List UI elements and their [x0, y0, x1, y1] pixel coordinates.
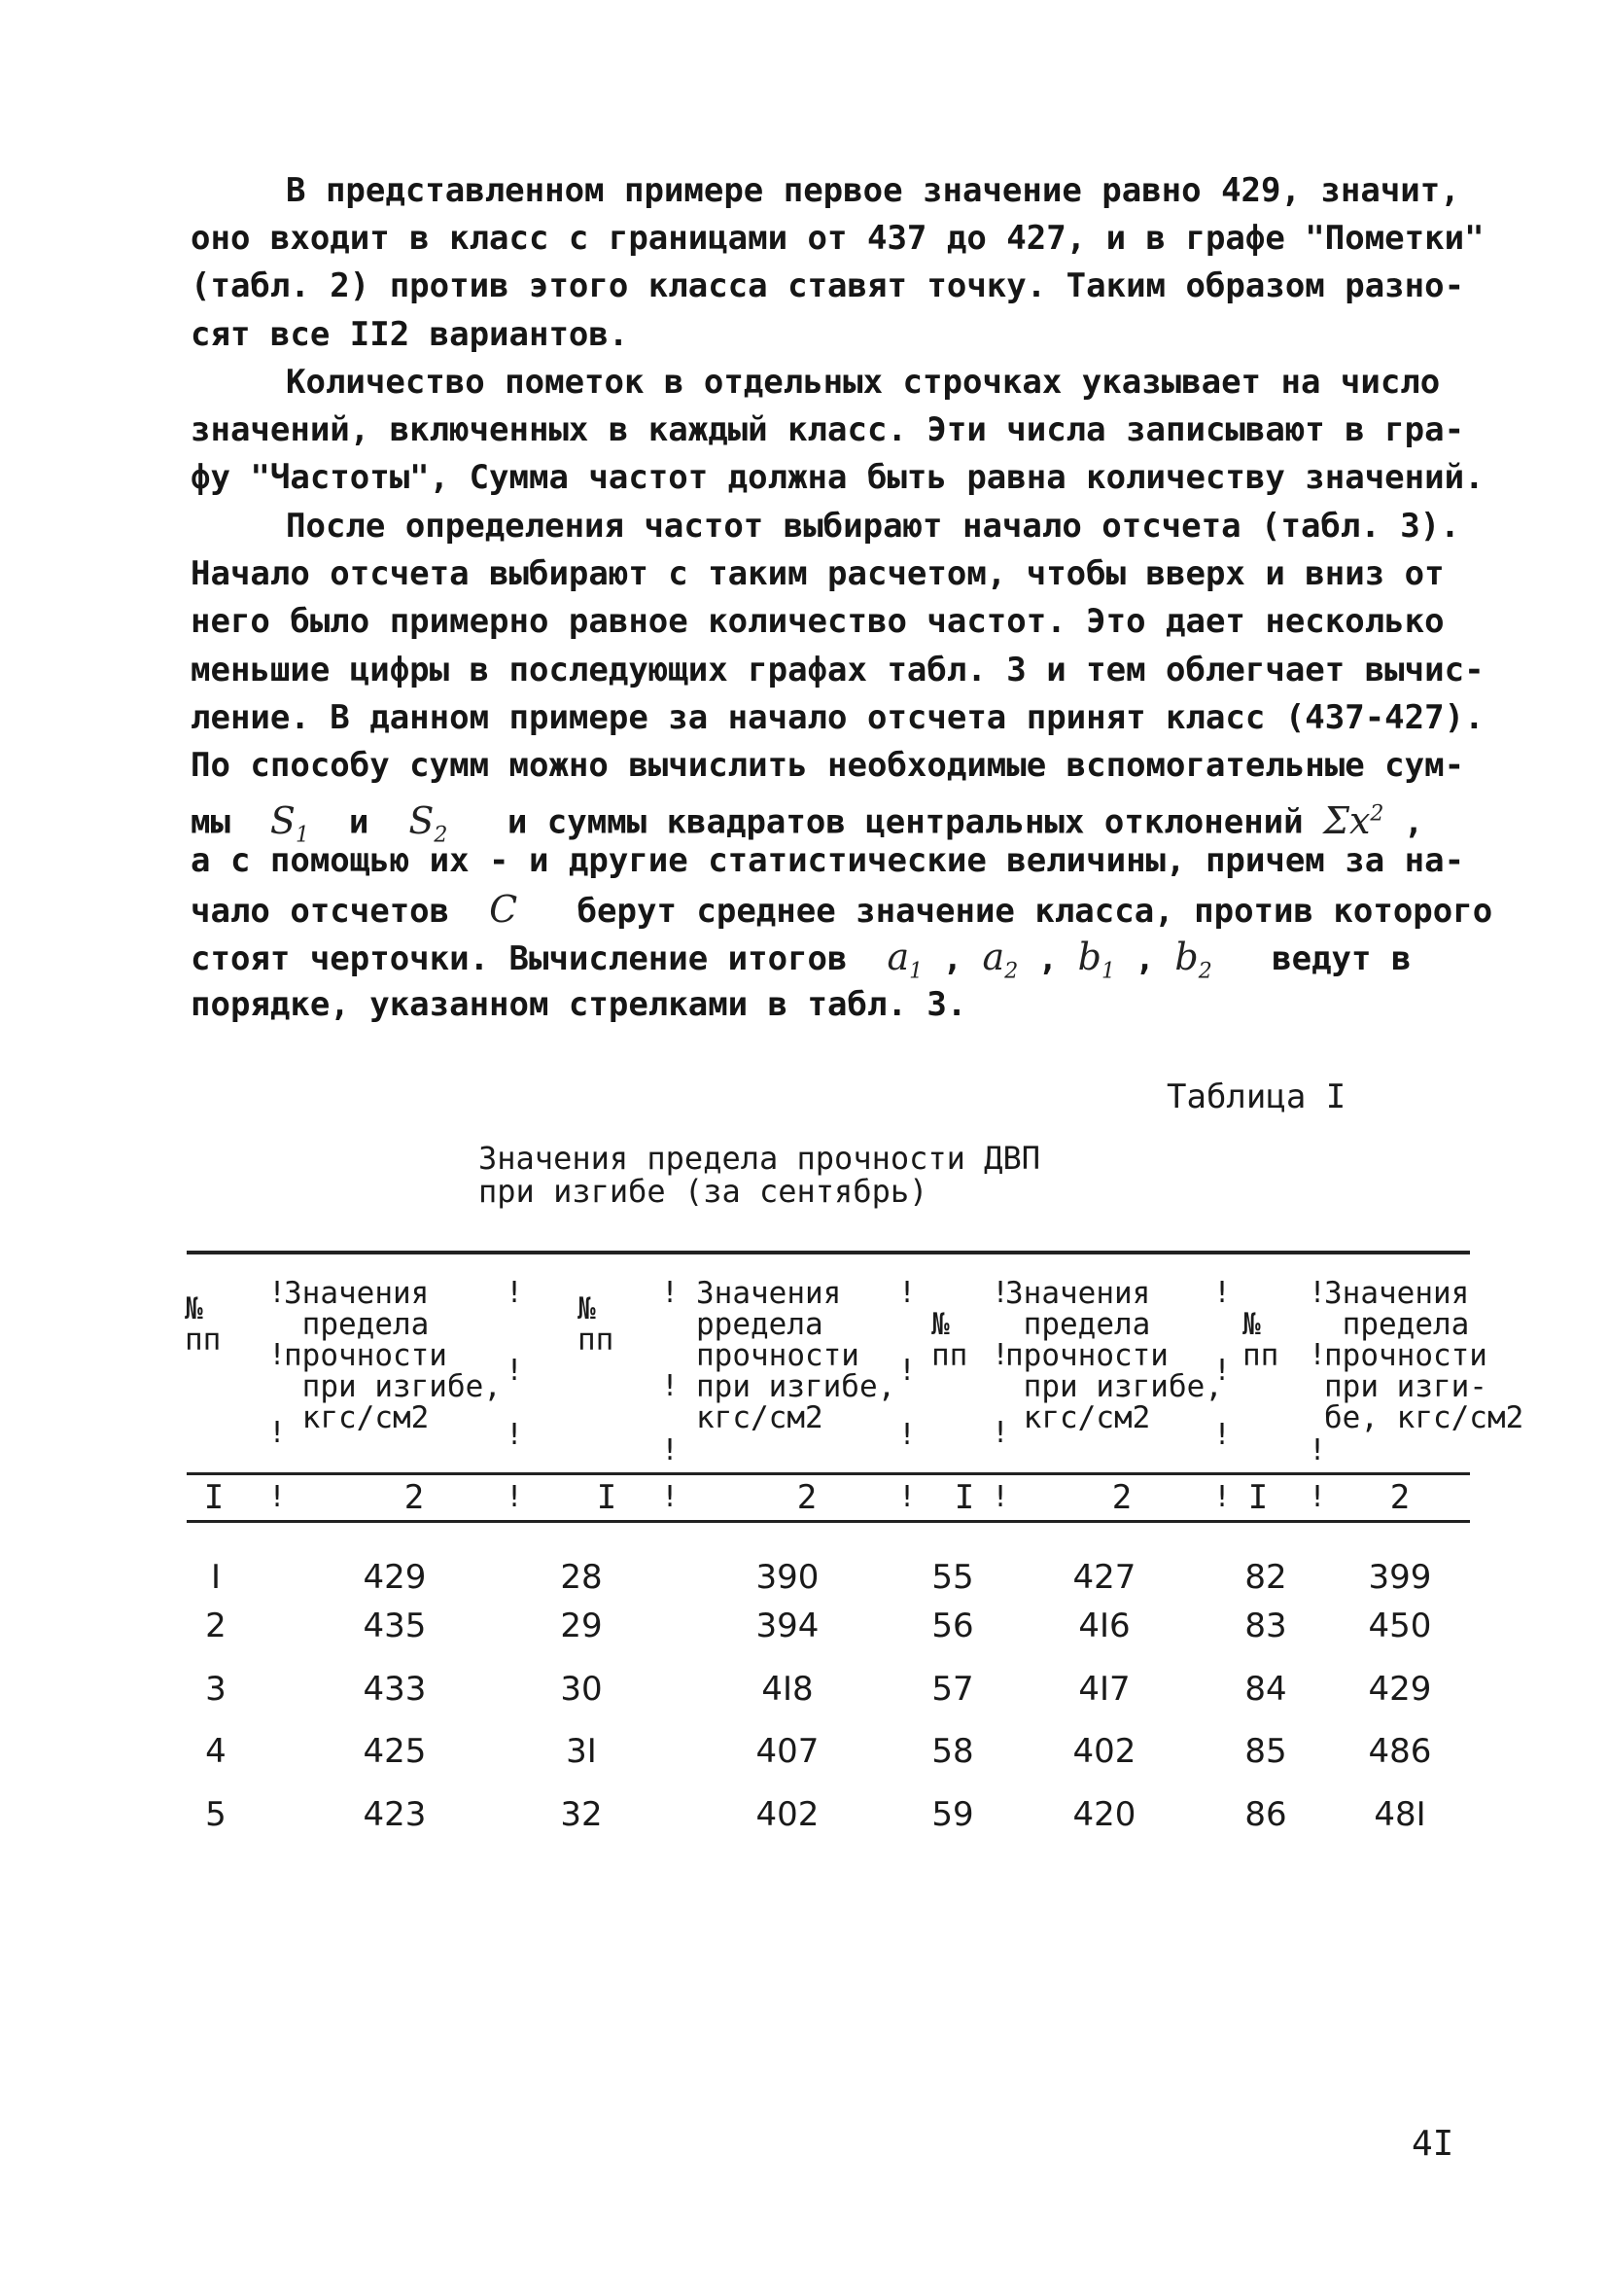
- row-number-cell: 82: [1244, 1558, 1287, 1597]
- text-fragment: чало отсчетов: [191, 891, 450, 931]
- text-line: После определения частот выбирают начало отсчета (табл. 3).: [286, 507, 1460, 546]
- column-number: I: [596, 1478, 617, 1517]
- row-number-cell: 4: [205, 1732, 227, 1771]
- text-fragment: и суммы квадратов центральных отклонений: [507, 802, 1304, 842]
- column-separator-mark: !: [898, 1418, 917, 1452]
- column-separator-mark: !: [661, 1480, 680, 1514]
- formula-s1: [269, 798, 309, 848]
- strength-value-cell: 425: [363, 1732, 427, 1771]
- text-fragment: мы: [191, 802, 230, 842]
- row-number-cell: 58: [931, 1732, 974, 1771]
- column-separator-mark: !: [268, 1416, 287, 1450]
- strength-value-cell: 4I7: [1078, 1670, 1131, 1709]
- subscript: 1: [295, 823, 309, 848]
- strength-value-cell: 407: [755, 1732, 820, 1771]
- text-line: него было примерно равное количество частот. Это дает несколько: [191, 602, 1445, 642]
- column-separator-mark: !: [1213, 1418, 1232, 1452]
- symbol: Σx: [1323, 798, 1371, 842]
- subscript: 2: [434, 823, 448, 848]
- strength-value-cell: 427: [1072, 1558, 1136, 1597]
- subscript: 1: [1101, 959, 1115, 984]
- superscript: 2: [1370, 801, 1384, 827]
- column-separator-mark: !: [1309, 1276, 1327, 1310]
- column-separator-mark: !: [506, 1480, 524, 1514]
- paragraph-1: [191, 167, 1485, 359]
- strength-value-cell: 390: [755, 1558, 820, 1597]
- column-number: 2: [1111, 1478, 1133, 1517]
- row-number-cell: 29: [560, 1607, 603, 1645]
- column-separator-mark: !: [898, 1276, 917, 1310]
- table-colnum-rule: [187, 1520, 1470, 1523]
- text-line: значений, включенных в каждый класс. Эти числа записывают в гра-: [191, 410, 1465, 450]
- header-num-col-4: [1242, 1309, 1278, 1371]
- column-number: 2: [796, 1478, 818, 1517]
- table-top-rule: [187, 1251, 1470, 1254]
- row-number-cell: 30: [560, 1670, 603, 1709]
- header-num-abbr: пп: [577, 1323, 614, 1358]
- column-separator-mark: !: [661, 1433, 680, 1467]
- column-separator-mark: !: [898, 1480, 917, 1514]
- formula-a2: [982, 935, 1019, 984]
- formula-b1: [1077, 935, 1115, 984]
- row-number-cell: 85: [1244, 1732, 1287, 1771]
- header-num-abbr: пп: [931, 1338, 968, 1373]
- row-number-cell: 55: [931, 1558, 974, 1597]
- text-line: В представленном примере первое значение равно 429, значит,: [286, 171, 1460, 210]
- column-separator-mark: !: [268, 1276, 287, 1310]
- row-number-cell: 28: [560, 1558, 603, 1597]
- symbol: S: [269, 798, 296, 842]
- column-separator-mark: !: [1213, 1276, 1232, 1310]
- subscript: 2: [1198, 959, 1212, 984]
- strength-value-cell: 433: [363, 1670, 427, 1709]
- column-separator-mark: !: [992, 1416, 1010, 1450]
- header-num-col-1: [185, 1293, 221, 1356]
- column-separator-mark: !: [661, 1369, 680, 1403]
- formula-b2: [1174, 935, 1212, 984]
- header-num-sign: №: [185, 1291, 203, 1326]
- column-separator-mark: !: [1309, 1433, 1327, 1467]
- header-value-col-4: Значения предела прочности при изги- бе, кгс/см2: [1324, 1276, 1524, 1435]
- formula-s2: [408, 798, 448, 848]
- text-line: а с помощью их - и другие статистические величины, причем за на-: [191, 841, 1465, 881]
- strength-value-cell: 420: [1072, 1795, 1136, 1834]
- header-num-sign: №: [1242, 1307, 1261, 1342]
- column-separator-mark: !: [1213, 1480, 1232, 1514]
- column-separator-mark: !: [506, 1276, 524, 1310]
- page-number: 4I: [1412, 2124, 1454, 2164]
- column-separator-mark: !: [1309, 1338, 1327, 1372]
- column-number: I: [954, 1478, 975, 1517]
- row-number-cell: 83: [1244, 1607, 1287, 1645]
- text-line: фу "Частоты", Сумма частот должна быть равна количеству значений.: [191, 458, 1485, 498]
- symbol: a: [982, 935, 1005, 978]
- strength-value-cell: 48I: [1374, 1795, 1426, 1834]
- column-separator-mark: !: [506, 1418, 524, 1452]
- header-num-col-2: [577, 1293, 613, 1356]
- strength-value-cell: 402: [1072, 1732, 1136, 1771]
- strength-value-cell: 486: [1368, 1732, 1432, 1771]
- row-number-cell: 59: [931, 1795, 974, 1834]
- header-value-col-1: Значения предела прочности при изгибе, кгс/см2: [284, 1276, 502, 1435]
- column-number: 2: [1389, 1478, 1411, 1517]
- column-separator-mark: !: [1213, 1354, 1232, 1388]
- formula-a1: [887, 935, 924, 984]
- text-line-with-formula: [191, 886, 1493, 934]
- column-separator-mark: !: [992, 1338, 1010, 1372]
- text-line: порядке, указанном стрелками в табл. 3.: [191, 984, 967, 1024]
- table-header-rule: [187, 1472, 1470, 1475]
- subscript: 2: [1004, 959, 1019, 984]
- strength-value-cell: 4I8: [761, 1670, 814, 1709]
- table-caption: [478, 1142, 1040, 1208]
- row-number-cell: 5: [205, 1795, 227, 1834]
- symbol: S: [408, 798, 435, 842]
- text-fragment: берут среднее значение класса, против которого: [577, 891, 1493, 931]
- column-separator-mark: !: [268, 1480, 287, 1514]
- strength-value-cell: 429: [363, 1558, 427, 1597]
- table-caption-line: при изгибе (за сентябрь): [478, 1173, 928, 1210]
- column-separator-mark: !: [898, 1354, 917, 1388]
- column-separator-mark: !: [992, 1276, 1010, 1310]
- symbol: b: [1174, 935, 1199, 978]
- text-line: оно входит в класс с границами от 437 до 427, и в графе "Пометки": [191, 219, 1485, 259]
- header-value-col-2: Значения pредела прочности при изгибе, кгс/см2: [696, 1276, 896, 1435]
- table-caption-line: Значения предела прочности ДВП: [478, 1140, 1040, 1177]
- text-line-with-formula: стоят черточки. Вычисление итогов $a_1$ , $a_2$ , $b_1$ , $b_2$ ведут в: [191, 935, 1412, 984]
- column-number: I: [203, 1478, 225, 1517]
- header-num-sign: №: [931, 1307, 950, 1342]
- strength-value-cell: 402: [755, 1795, 820, 1834]
- row-number-cell: I: [210, 1558, 222, 1597]
- header-num-col-3: [931, 1309, 967, 1371]
- text-fragment: ,: [1403, 802, 1424, 842]
- formula-c: C: [489, 887, 518, 931]
- strength-value-cell: 399: [1368, 1558, 1432, 1597]
- column-number: 2: [403, 1478, 425, 1517]
- text-line: ление. В данном примере за начало отсчета принят класс (437-427).: [191, 697, 1485, 737]
- text-line: сят все II2 вариантов.: [191, 314, 629, 354]
- text-line: Начало отсчета выбирают с таким расчетом, чтобы вверх и вниз от: [191, 554, 1445, 594]
- symbol: a: [887, 935, 910, 978]
- header-num-abbr: пп: [185, 1323, 222, 1358]
- row-number-cell: 57: [931, 1670, 974, 1709]
- row-number-cell: 56: [931, 1607, 974, 1645]
- strength-value-cell: 423: [363, 1795, 427, 1834]
- text-line: По способу сумм можно вычислить необходимые вспомогательные сум-: [191, 745, 1465, 785]
- paragraph-3: [191, 503, 1493, 1029]
- strength-value-cell: 435: [363, 1607, 427, 1645]
- text-fragment: и: [348, 802, 369, 842]
- paragraph-2: [191, 359, 1485, 503]
- row-number-cell: 3I: [566, 1732, 597, 1771]
- strength-value-cell: 4I6: [1078, 1607, 1131, 1645]
- row-number-cell: 84: [1244, 1670, 1287, 1709]
- column-number: I: [1247, 1478, 1269, 1517]
- table-number: Таблица I: [1167, 1077, 1346, 1116]
- symbol: b: [1077, 935, 1101, 978]
- header-num-sign: №: [577, 1291, 596, 1326]
- column-separator-mark: !: [268, 1338, 287, 1372]
- row-number-cell: 3: [205, 1670, 227, 1709]
- subscript: 1: [909, 959, 924, 984]
- column-separator-mark: !: [992, 1480, 1010, 1514]
- formula-sum-x2: [1323, 799, 1383, 842]
- column-separator-mark: !: [1309, 1480, 1327, 1514]
- text-line: меньшие цифры в последующих графах табл. 3 и тем облегчает вычис-: [191, 650, 1485, 689]
- text-fragment: стоят черточки. Вычисление итогов: [191, 938, 848, 978]
- text-line: Количество пометок в отдельных строчках указывает на число: [286, 363, 1441, 402]
- row-number-cell: 86: [1244, 1795, 1287, 1834]
- row-number-cell: 2: [205, 1607, 227, 1645]
- text-line-with-formula: [191, 790, 1464, 848]
- header-value-col-3: Значения предела прочности при изгибе, кгс/см2: [1005, 1276, 1223, 1435]
- strength-value-cell: 394: [755, 1607, 820, 1645]
- text-fragment: ведут в: [1272, 938, 1412, 978]
- strength-value-cell: 450: [1368, 1607, 1432, 1645]
- column-separator-mark: !: [506, 1354, 524, 1388]
- text-line: (табл. 2) против этого класса ставят точку. Таким образом разно-: [191, 266, 1465, 306]
- row-number-cell: 32: [560, 1795, 603, 1834]
- strength-value-cell: 429: [1368, 1670, 1432, 1709]
- header-num-abbr: пп: [1242, 1338, 1279, 1373]
- column-separator-mark: !: [661, 1276, 680, 1310]
